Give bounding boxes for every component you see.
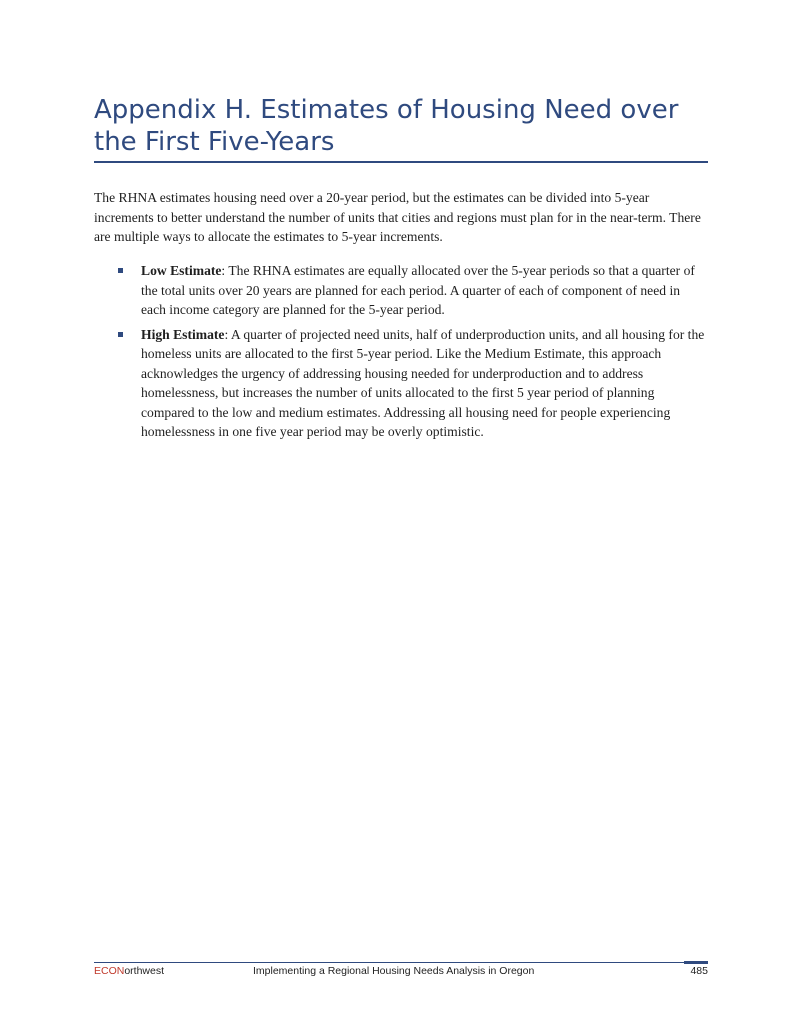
- bullet-term: Low Estimate: [141, 263, 222, 278]
- footer-report-title: Implementing a Regional Housing Needs Analysis in Oregon: [253, 965, 535, 977]
- page-number: 485: [690, 965, 708, 977]
- page-title: Appendix H. Estimates of Housing Need over the First Five-Years: [94, 95, 679, 157]
- footer-organization: [94, 965, 164, 977]
- bullet-text: : The RHNA estimates are equally allocated over the 5-year periods so that a quarter of the total units over 20 years are planned for each period. A quarter of each of component of need in each income category are planned for the 5-year period.: [141, 263, 695, 317]
- footer-org-prefix: ECON: [94, 965, 125, 977]
- bullet-term: High Estimate: [141, 326, 225, 342]
- bullet-square-icon: [118, 332, 123, 337]
- bullet-text: : A quarter of projected need units, half of underproduction units, and all housing for the homeless units are allocated to the first 5-year period. Like the Medium Estimate, this approach acknowledges the urgency of addressing housing needed for underproduction and to address homelessness, but increases the number of units allocated to the first 5 year period of planning compared to the low and medium estimates. Addressing all housing need for people experiencing homelessness in one five year period may be overly optimistic.: [141, 326, 705, 439]
- bullet-square-icon: [118, 268, 123, 273]
- bullet-list: [94, 261, 708, 447]
- list-item: [94, 325, 708, 442]
- page-footer: [94, 965, 708, 981]
- title-underline: [94, 161, 708, 163]
- footer-divider: [94, 962, 708, 963]
- intro-paragraph: The RHNA estimates housing need over a 20-year period, but the estimates can be divided into 5-year increments to better understand the number of units that cities and regions must plan for in the near-term. There are multiple ways to allocate the estimates to 5-year increments.: [94, 190, 701, 244]
- footer-org-suffix: orthwest: [124, 965, 165, 977]
- list-item: [94, 261, 708, 320]
- footer-accent-bar: [684, 961, 708, 964]
